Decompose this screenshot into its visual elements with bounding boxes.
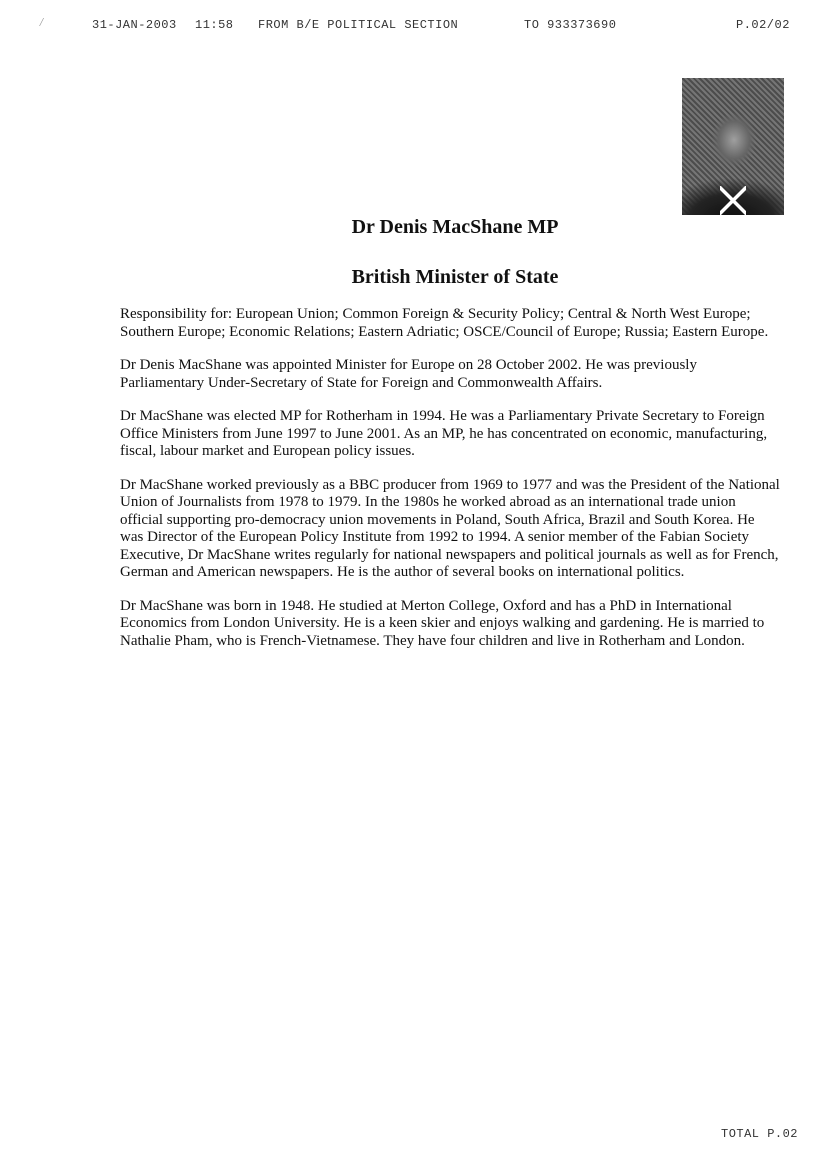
fax-time: 11:58 bbox=[195, 18, 234, 32]
parliament-paragraph: Dr MacShane was elected MP for Rotherham in 1994. He was a Parliamentary Private Secretary to Foreign Office Ministers from June 1997 to June 2001. As an MP, he has concentrated on economic, manufacturing, fiscal, labour market and European policy issues. bbox=[120, 408, 768, 459]
biography-body bbox=[120, 306, 780, 666]
shirt-collar-shape bbox=[720, 186, 746, 215]
career-paragraph: Dr MacShane worked previously as a BBC producer from 1969 to 1977 and was the President of the National Union of Journalists from 1978 to 1979. In the 1980s he worked abroad as an international trade union official supporting pro-democracy union movements in Poland, South Africa, Brazil and South Korea. He was Director of the European Policy Institute from 1992 to 1994. A senior member of the Fabian Society Executive, Dr MacShane writes regularly for national newspapers and political journals as well as for French, German and American newspapers. He is the author of several books on international politics. bbox=[120, 476, 780, 580]
fax-date: 31-JAN-2003 bbox=[92, 18, 177, 32]
responsibility-paragraph: Responsibility for: European Union; Common Foreign & Security Policy; Central & North West Europe; Southern Europe; Economic Relations; Eastern Adriatic; OSCE/Council of Europe; Russia; Eastern Europe. bbox=[120, 306, 769, 340]
fax-to: TO 933373690 bbox=[524, 18, 617, 32]
fax-page-number: P.02/02 bbox=[736, 18, 790, 32]
appointment-paragraph: Dr Denis MacShane was appointed Minister for Europe on 28 October 2002. He was previously Parliamentary Under-Secretary of State for Foreign and Commonwealth Affairs. bbox=[120, 357, 697, 391]
name-title: Dr Denis MacShane MP bbox=[351, 216, 559, 238]
fax-total-pages: TOTAL P.02 bbox=[721, 1127, 799, 1141]
fax-header bbox=[0, 18, 832, 36]
personal-paragraph: Dr MacShane was born in 1948. He studied at Merton College, Oxford and has a PhD in International Economics from London University. He is a keen skier and enjoys walking and gardening. He is married to Nathalie Pham, who is French-Vietnamese. They have four children and live in Rotherham and London. bbox=[120, 597, 765, 649]
fax-mark: ⁄ bbox=[38, 16, 46, 30]
fax-from: FROM B/E POLITICAL SECTION bbox=[258, 18, 459, 32]
role-title: British Minister of State bbox=[351, 266, 559, 288]
portrait-photo bbox=[682, 78, 784, 215]
